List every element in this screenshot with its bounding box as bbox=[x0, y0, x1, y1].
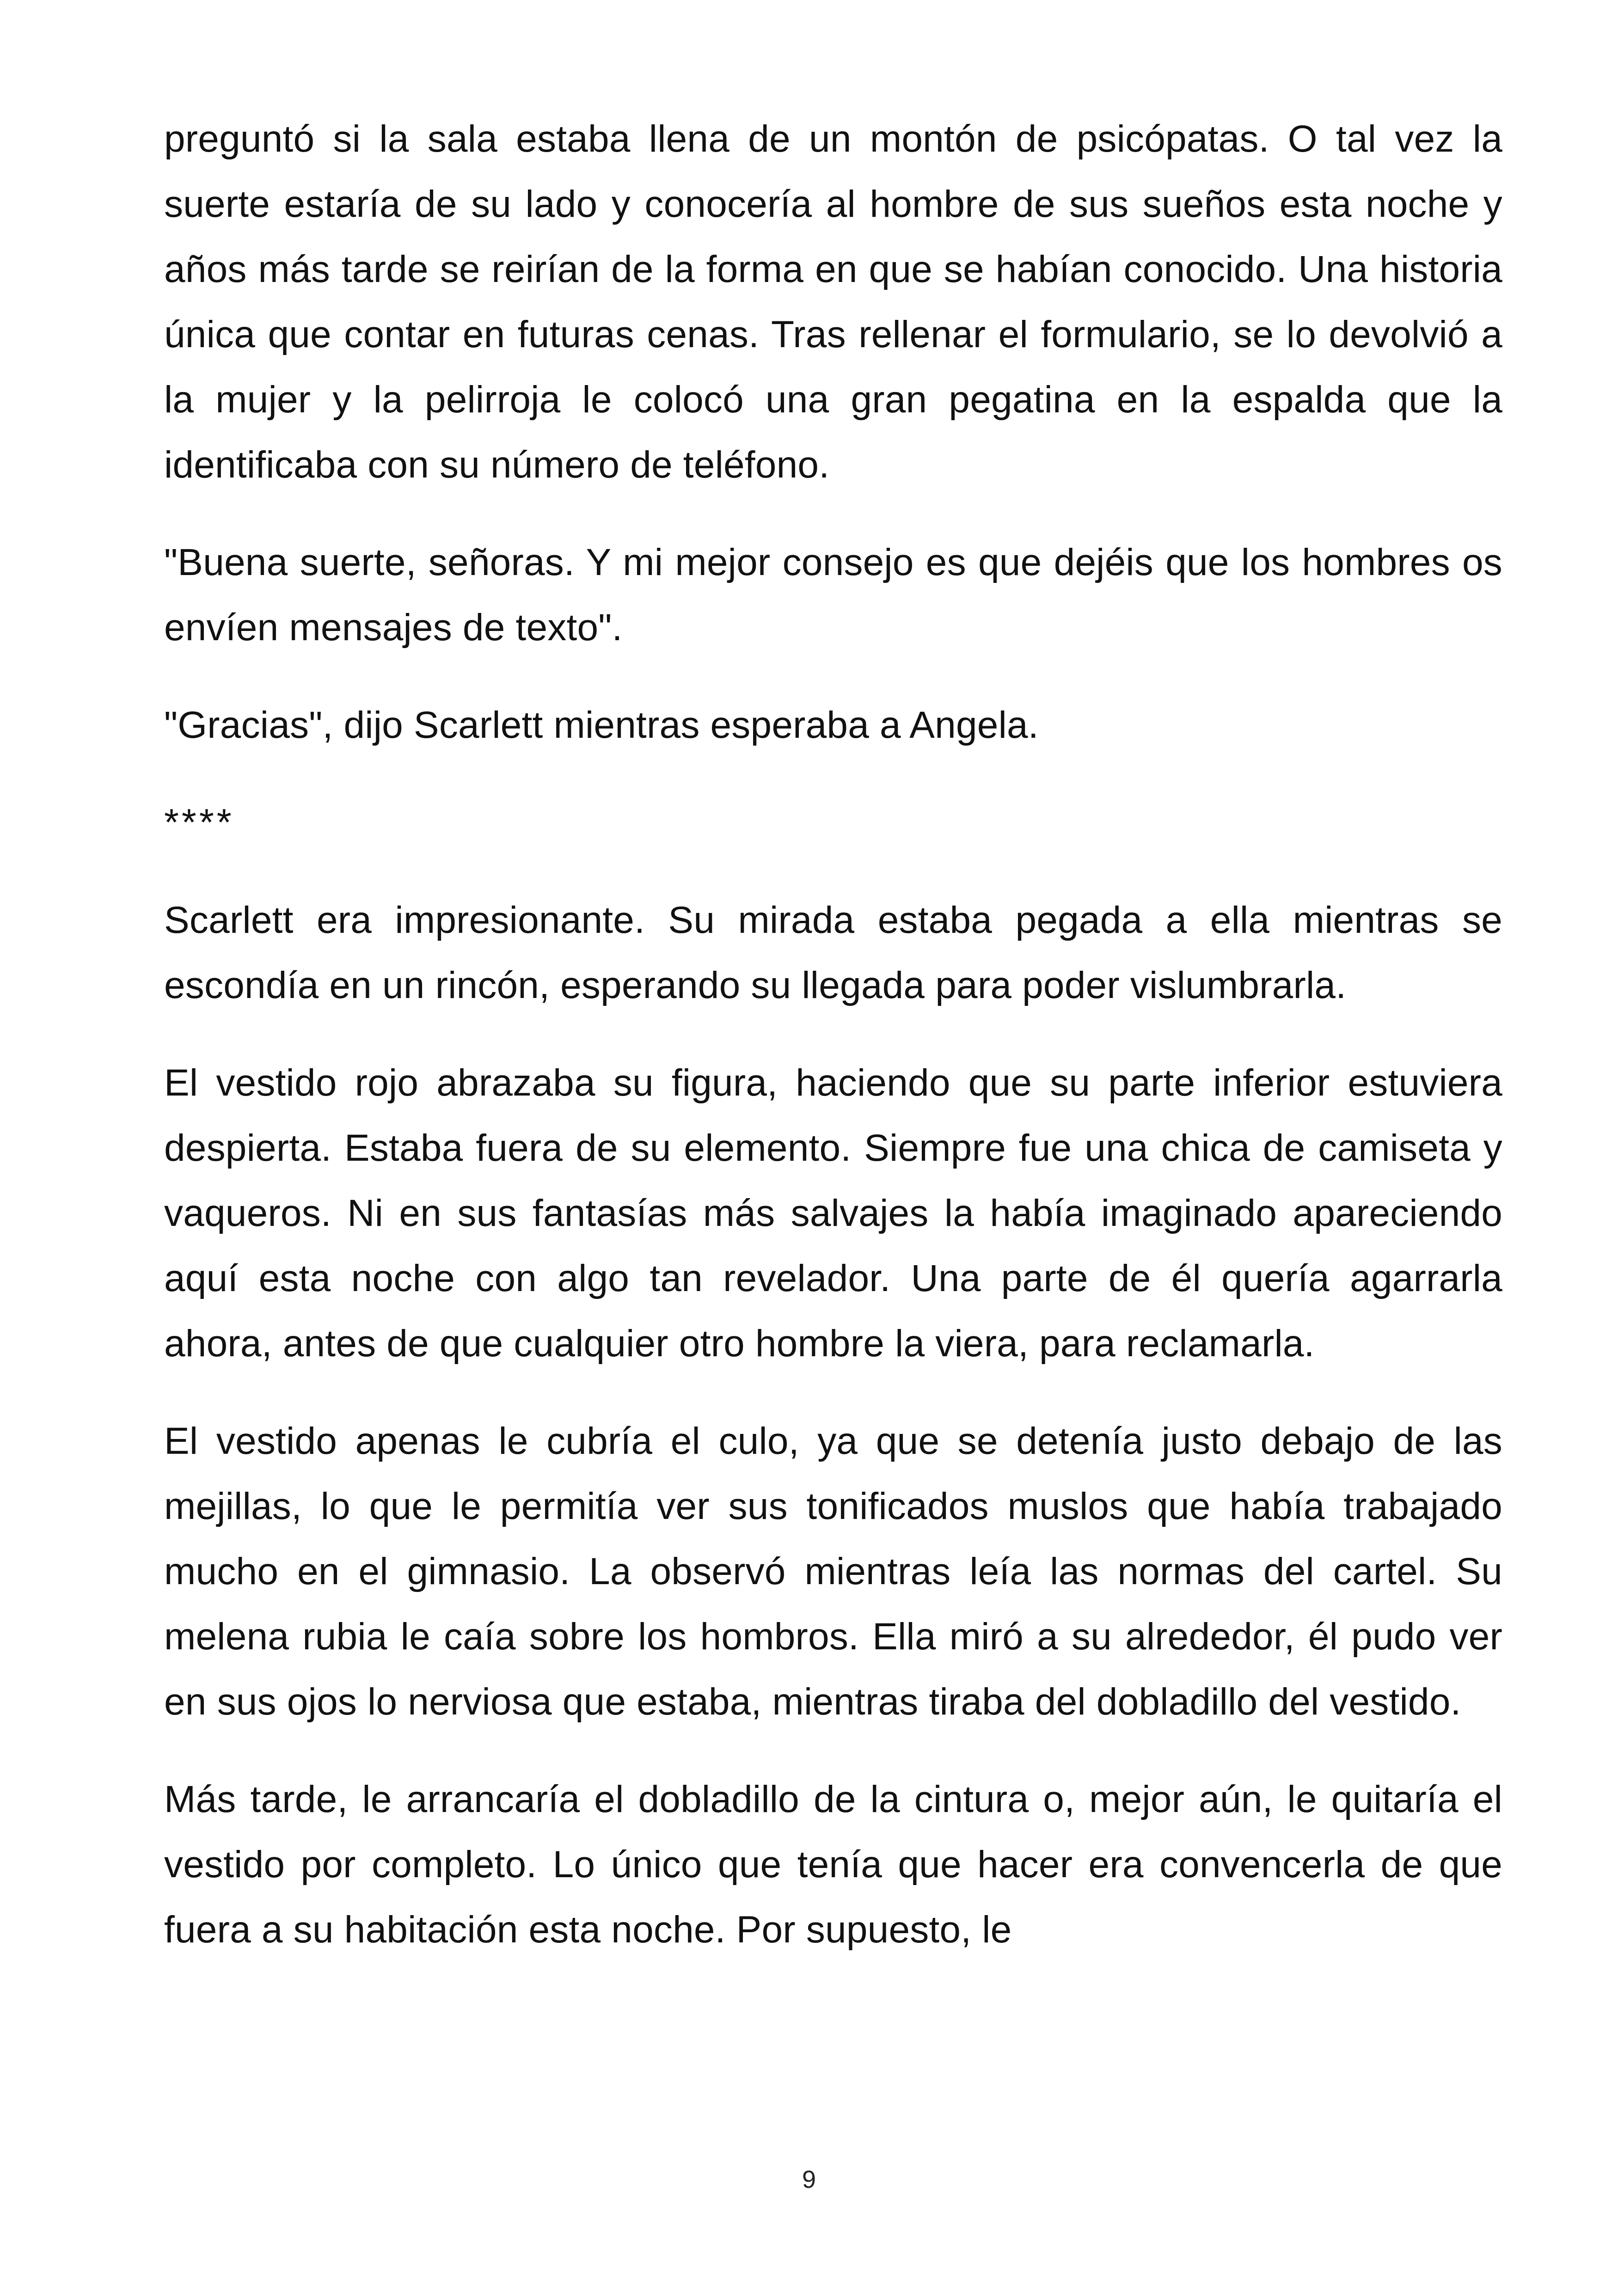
page-body bbox=[164, 106, 1502, 1995]
page-number: 9 bbox=[802, 2166, 816, 2193]
paragraph: "Gracias", dijo Scarlett mientras esperaba a Angela. bbox=[164, 704, 1039, 746]
paragraph: Más tarde, le arrancaría el dobladillo de la cintura o, mejor aún, le quitaría el vestido por completo. Lo único que tenía que hacer era convencerla de que fuera a su habitación esta noche. Por supuesto, le bbox=[164, 1778, 1502, 1951]
paragraph: preguntó si la sala estaba llena de un montón de psicópatas. O tal vez la suerte estaría de su lado y conocería al hombre de sus sueños esta noche y años más tarde se reirían de la forma en que se habían conocido. Una historia única que contar en futuras cenas. Tras rellenar el formulario, se lo devolvió a la mujer y la pelirroja le colocó una gran pegatina en la espalda que la identificaba con su número de teléfono. bbox=[164, 118, 1502, 486]
section-separator: **** bbox=[164, 802, 234, 844]
paragraph: "Buena suerte, señoras. Y mi mejor consejo es que dejéis que los hombres os envíen mensajes de texto". bbox=[164, 541, 1502, 649]
paragraph: Scarlett era impresionante. Su mirada estaba pegada a ella mientras se escondía en un rincón, esperando su llegada para poder vislumbrarla. bbox=[164, 899, 1502, 1006]
paragraph: El vestido rojo abrazaba su figura, haciendo que su parte inferior estuviera despierta. Estaba fuera de su elemento. Siempre fue una chica de camiseta y vaqueros. Ni en sus fantasías más salvajes la había imaginado apareciendo aquí esta noche con algo tan revelador. Una parte de él quería agarrarla ahora, antes de que cualquier otro hombre la viera, para reclamarla. bbox=[164, 1062, 1502, 1365]
paragraph: El vestido apenas le cubría el culo, ya que se detenía justo debajo de las mejillas, lo que le permitía ver sus tonificados muslos que había trabajado mucho en el gimnasio. La observó mientras leía las normas del cartel. Su melena rubia le caía sobre los hombros. Ella miró a su alrededor, él pudo ver en sus ojos lo nerviosa que estaba, mientras tiraba del dobladillo del vestido. bbox=[164, 1420, 1502, 1723]
